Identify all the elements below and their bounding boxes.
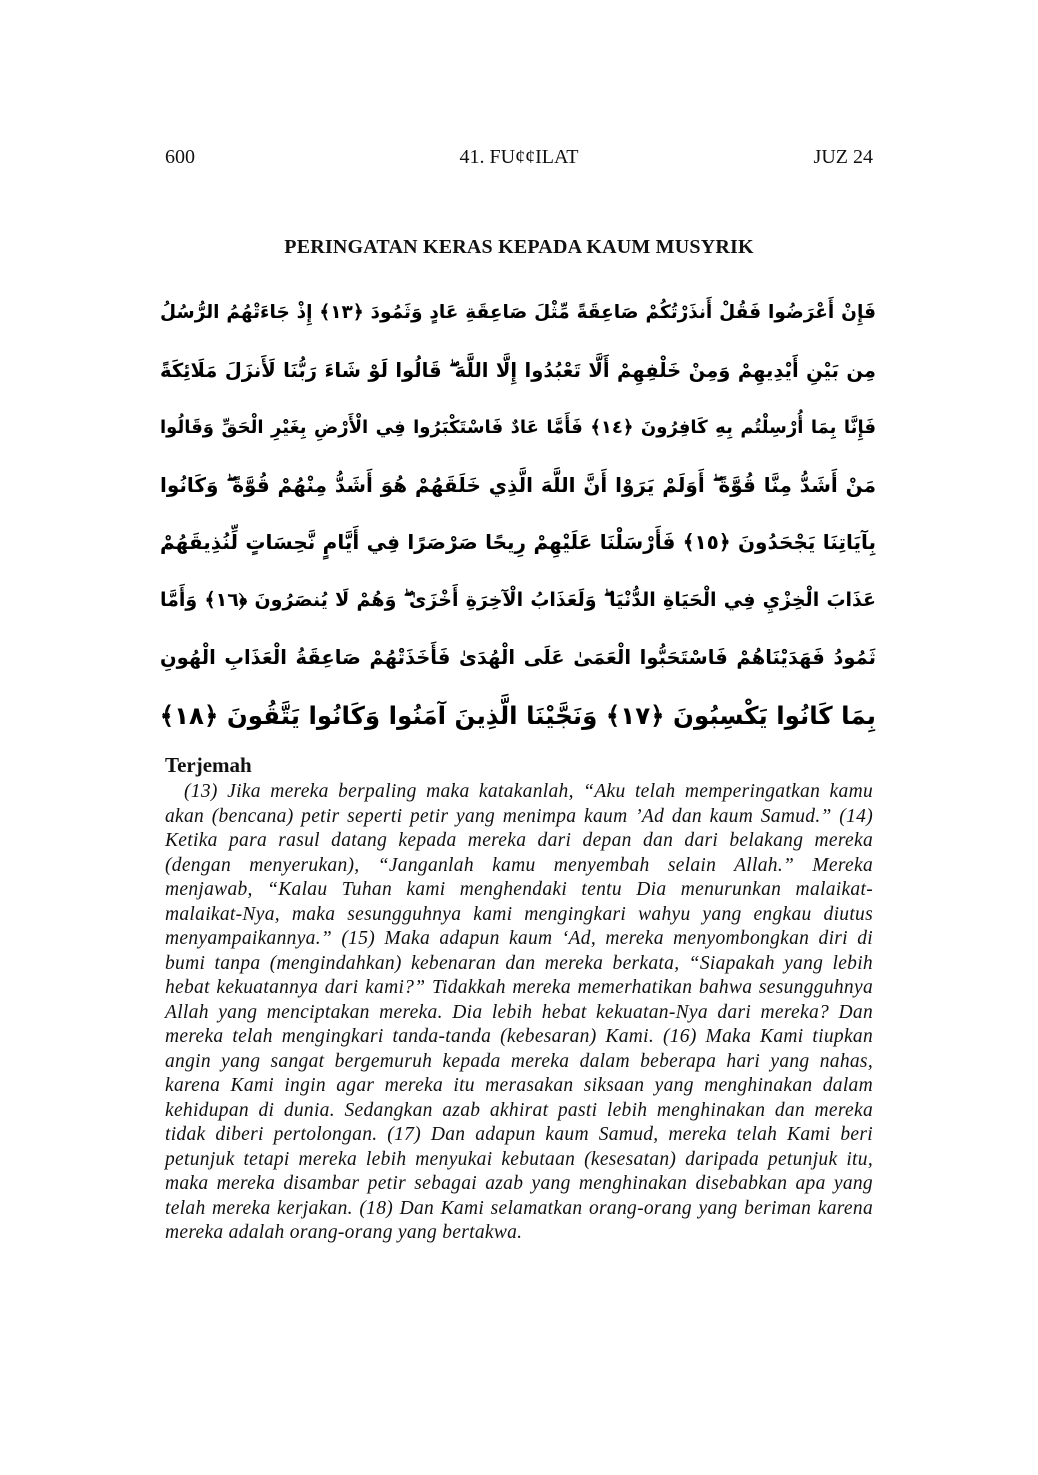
- arabic-line: بِمَا كَانُوا يَكْسِبُونَ ﴿١٧﴾ وَنَجَّيْنَا الَّذِينَ آمَنُوا وَكَانُوا يَتَّقُونَ ﴿١٨﴾: [160, 700, 876, 730]
- arabic-line: مَنْ أَشَدُّ مِنَّا قُوَّةً ۖ أَوَلَمْ يَرَوْا أَنَّ اللَّهَ الَّذِي خَلَقَهُمْ هُوَ أَشَدُّ مِنْهُمْ قُوَّةً ۖ وَكَانُوا: [160, 472, 876, 497]
- arabic-line: فَإِنْ أَعْرَضُوا فَقُلْ أَنذَرْتُكُمْ صَاعِقَةً مِّثْلَ صَاعِقَةِ عَادٍ وَثَمُودَ ﴿١٣﴾ إِذْ جَاءَتْهُمُ الرُّسُلُ: [160, 302, 876, 323]
- arabic-verse-block: [160, 284, 876, 744]
- section-title: PERINGATAN KERAS KEPADA KAUM MUSYRIK: [284, 236, 754, 258]
- arabic-line: فَإِنَّا بِمَا أُرْسِلْتُم بِهِ كَافِرُونَ ﴿١٤﴾ فَأَمَّا عَادٌ فَاسْتَكْبَرُوا فِي الْأَرْضِ بِغَيْرِ الْحَقِّ وَقَالُوا: [160, 417, 876, 438]
- arabic-line: ثَمُودُ فَهَدَيْنَاهُمْ فَاسْتَحَبُّوا الْعَمَىٰ عَلَى الْهُدَىٰ فَأَخَذَتْهُمْ صَاعِقَةُ الْعَذَابِ الْهُونِ: [160, 646, 876, 669]
- page-header: [165, 146, 873, 176]
- juz-label: JUZ 24: [813, 146, 873, 168]
- translation-text: (13) Jika mereka berpaling maka katakanlah, “Aku telah memperingatkan kamu akan (bencana) petir seperti petir yang menimpa kaum ’Ad dan kaum Samud.” (14) Ketika para rasul datang kepada mereka dari depan dan dari belakang mereka (dengan menyerukan), “Janganlah kamu menyembah selain Allah.” Mereka menjawab, “Kalau Tuhan kami menghendaki tentu Dia menurunkan malaikat-malaikat-Nya, maka sesungguhnya kami mengingkari wahyu yang engkau diutus menyampaikannya.” (15) Maka adapun kaum ‘Ad, mereka menyombongkan diri di bumi tanpa (mengindahkan) kebenaran dan mereka berkata, “Siapakah yang lebih hebat kekuatannya dari kami?” Tidakkah mereka memerhatikan bahwa sesungguhnya Allah yang menciptakan mereka. Dia lebih hebat kekuatan-Nya dari mereka? Dan mereka telah mengingkari tanda-tanda (kebesaran) Kami. (16) Maka Kami tiupkan angin yang sangat bergemuruh kepada mereka dalam beberapa hari yang nahas, karena Kami ingin agar mereka itu merasakan siksaan yang menghinakan dalam kehidupan di dunia. Sedangkan azab akhirat pasti lebih menghinakan dan mereka tidak diberi pertolongan. (17) Dan adapun kaum Samud, mereka telah Kami beri petunjuk tetapi mereka lebih menyukai kebutaan (kesesatan) daripada petunjuk itu, maka mereka disambar petir sebagai azab yang menghinakan disebabkan apa yang telah mereka kerjakan. (18) Dan Kami selamatkan orang-orang yang beriman karena mereka adalah orang-orang yang bertakwa.: [165, 781, 873, 1243]
- translation-heading: Terjemah: [165, 753, 252, 777]
- page-number: 600: [165, 146, 195, 168]
- arabic-line: عَذَابَ الْخِزْيِ فِي الْحَيَاةِ الدُّنْيَا ۖ وَلَعَذَابُ الْآخِرَةِ أَخْزَىٰ ۖ وَهُمْ لَا يُنصَرُونَ ﴿١٦﴾ وَأَمَّا: [160, 588, 876, 611]
- arabic-line: بِآيَاتِنَا يَجْحَدُونَ ﴿١٥﴾ فَأَرْسَلْنَا عَلَيْهِمْ رِيحًا صَرْصَرًا فِي أَيَّامٍ نَّحِسَاتٍ لِّنُذِيقَهُمْ: [160, 530, 876, 554]
- surah-name: 41. FU¢¢ILAT: [459, 146, 579, 168]
- arabic-line: مِن بَيْنِ أَيْدِيهِمْ وَمِنْ خَلْفِهِمْ أَلَّا تَعْبُدُوا إِلَّا اللَّهَ ۖ قَالُوا لَوْ شَاءَ رَبُّنَا لَأَنزَلَ مَلَائِكَةً: [160, 358, 876, 382]
